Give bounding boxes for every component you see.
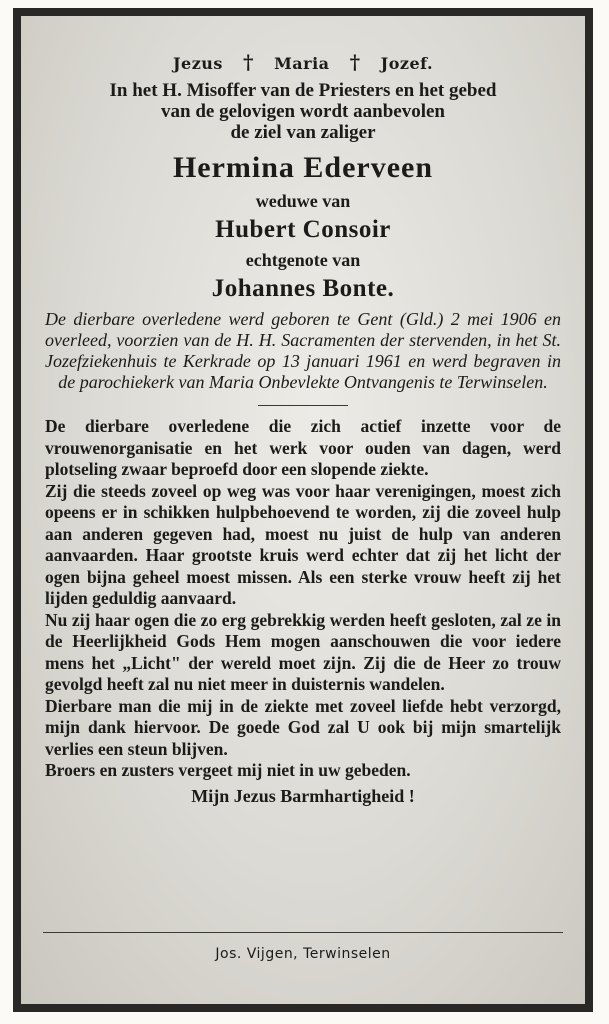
closing-prayer: Mijn Jezus Barmhartigheid ! [191,785,415,806]
motto-jozef: Jozef. [380,54,434,73]
intro-line: van de gelovigen wordt aanbevolen [161,101,445,122]
memorial-card [21,16,585,1004]
motto [45,50,561,74]
motto-maria: Maria [274,54,330,73]
body-paragraph: Zij die steeds zoveel op weg was voor haar verenigingen, moest zich opeens er in schikken hulpbehoevend te worden, zij die zoveel hulp aan anderen gegeven had, moest nu juist de hulp van anderen aanvaarden. Haar grootste kruis werd echter dat zij het licht der ogen bijna geheel moest missen. Als een sterke vrouw heeft zij het lijden geduldig aanvaard. [45,480,561,608]
relation-widow: weduwe van [255,191,351,211]
body-paragraph: Nu zij haar ogen die zo erg gebrekkig werden heeft gesloten, zal ze in de Heerlijkheid Gods Hem mogen aanschouwen die voor iedere mens het „Licht" der wereld moet zijn. Zij die de Heer zo trouw gevolgd heeft zal nu niet meer in duisternis wandelen. [45,609,561,694]
footer-divider [43,932,563,933]
body-paragraph: De dierbare overledene die zich actief inzette voor de vrouwenorganisatie en het werk voor ouden van dagen, werd plotseling zwaar beproefd door een slopende ziekte. [45,416,561,479]
divider [258,405,348,406]
relation-wife: echtgenote van [245,250,361,270]
memorial-card-border [13,8,593,1012]
printer-credit: Jos. Vijgen, Terwinselen [215,946,391,962]
intro-line: de ziel van zaliger [230,122,376,143]
body-paragraph: Broers en zusters vergeet mij niet in uw gebeden. [45,760,411,780]
body-paragraph: Dierbare man die mij in de ziekte met zoveel liefde hebt verzorgd, mijn dank hiervoor. De goede God zal U ook bij mijn smartelijk verlies een steun blijven. [45,695,561,759]
first-spouse-name: Hubert Consoir [215,216,391,243]
biography: De dierbare overledene werd geboren te Gent (Gld.) 2 mei 1906 en overleed, voorzien van de H. H. Sacramenten der stervenden, in het St. Jozefziekenhuis te Kerkrade op 13 januari 1961 en werd begraven in de parochiekerk van Maria Onbevlekte Ontvangenis te Terwinselen. [45,309,561,392]
deceased-name: Hermina Ederveen [172,151,434,184]
body-text [45,416,561,782]
cross-icon: † [243,50,254,74]
intro-text [45,80,561,143]
motto-jezus: Jezus [172,54,223,73]
second-spouse-name: Johannes Bonte. [211,275,395,302]
intro-line: In het H. Misoffer van de Priesters en het gebed [109,80,497,101]
cross-icon: † [349,50,361,74]
